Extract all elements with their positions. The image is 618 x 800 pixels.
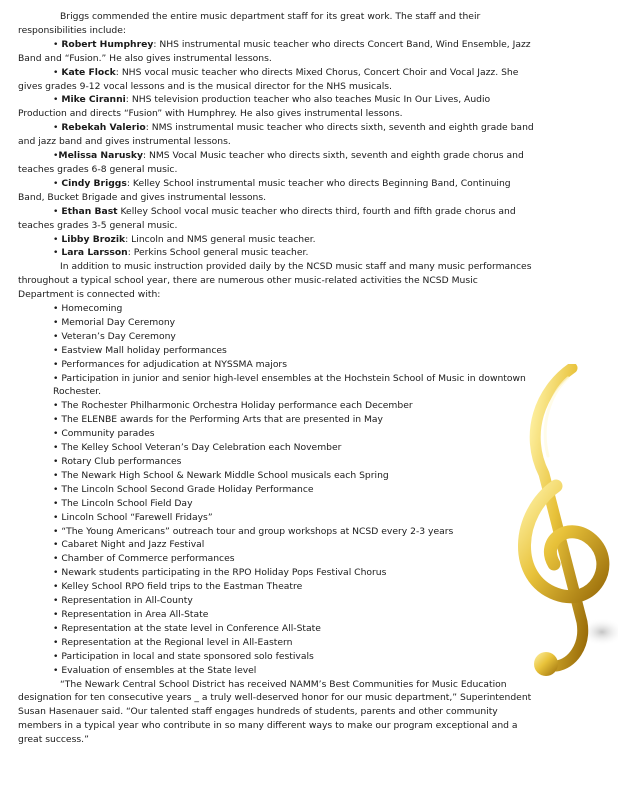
- staff-description: NHS vocal music teacher who directs Mixed Chorus, Concert Choir and Vocal Jazz. She gives grades 9-12 vocal lessons and is the musical director for the NHS musicals.: [18, 66, 519, 92]
- staff-description: NMS Vocal Music teacher who directs sixth, seventh and eighth grade chorus and teaches grades 6-8 general music.: [18, 150, 524, 175]
- staff-name: Ethan Bast: [61, 205, 118, 217]
- staff-entry: • Ethan Bast Kelley School vocal music teacher who directs third, fourth and fifth grade chorus and teaches grades 3-5 general music.: [18, 205, 516, 231]
- intro-paragraph: Briggs commended the entire music department staff for its great work. The staff and their responsibilities include:: [18, 11, 481, 36]
- activity-item: • Participation in local and state sponsored solo festivals: [53, 650, 314, 662]
- activity-item: • Kelley School RPO field trips to the Eastman Theatre: [53, 581, 303, 593]
- treble-clef-icon: [510, 364, 618, 696]
- clef-stem: [535, 368, 583, 666]
- activity-item: • The ELENBE awards for the Performing Arts that are presented in May: [53, 414, 383, 426]
- activity-item: • The Lincoln School Second Grade Holiday Performance: [53, 483, 314, 495]
- activities-list: [18, 302, 534, 677]
- activity-item: • Chamber of Commerce performances: [53, 553, 235, 565]
- activity-item: • Evaluation of ensembles at the State level: [53, 664, 257, 676]
- activity-item: • Representation at the Regional level in All-Eastern: [53, 636, 293, 648]
- staff-description: NMS instrumental music teacher who directs sixth, seventh and eighth grade band and jazz band and gives instrumental lessons.: [18, 122, 534, 148]
- staff-description: Lincoln and NMS general music teacher.: [131, 233, 316, 245]
- activity-item: • Cabaret Night and Jazz Festival: [53, 539, 205, 551]
- activity-item: • Newark students participating in the RPO Holiday Pops Festival Chorus: [53, 567, 387, 579]
- activity-item: • The Kelley School Veteran’s Day Celebration each November: [53, 442, 342, 454]
- activity-item: • The Lincoln School Field Day: [53, 497, 193, 509]
- activity-item: • Lincoln School “Farewell Fridays”: [53, 511, 213, 523]
- staff-list: [18, 38, 534, 261]
- activity-item: • Eastview Mall holiday performances: [53, 344, 227, 356]
- staff-name: Libby Brozik: [61, 233, 126, 245]
- activity-item: • The Rochester Philharmonic Orchestra Holiday performance each December: [53, 400, 413, 412]
- staff-entry: • Robert Humphrey: NHS instrumental music teacher who directs Concert Band, Wind Ensemble, Jazz Band and “Fusion.” He also gives instrumental lessons.: [18, 38, 531, 64]
- activity-item: • The Newark High School & Newark Middle School musicals each Spring: [53, 469, 389, 481]
- staff-name: Kate Flock: [61, 66, 116, 78]
- activity-item: • Homecoming: [53, 303, 123, 315]
- staff-entry: •Melissa Narusky: NMS Vocal Music teacher who directs sixth, seventh and eighth grade chorus and teaches grades 6-8 general music.: [18, 150, 524, 175]
- activity-item: • Participation in junior and senior high-level ensembles at the Hochstein School of Music in downtown Rochester.: [53, 372, 526, 398]
- staff-description: Kelley School instrumental music teacher who directs Beginning Band, Continuing Band, Bucket Brigade and gives instrumental lessons.: [18, 177, 511, 203]
- staff-entry: • Libby Brozik: Lincoln and NMS general music teacher.: [53, 233, 316, 245]
- staff-name: Rebekah Valerio: [61, 122, 146, 134]
- article-body: [18, 10, 534, 747]
- staff-name: Lara Larsson: [61, 247, 128, 259]
- activity-item: • Veteran’s Day Ceremony: [53, 330, 176, 342]
- activity-item: • Performances for adjudication at NYSSMA majors: [53, 358, 287, 370]
- staff-entry: • Cindy Briggs: Kelley School instrumental music teacher who directs Beginning Band, Continuing Band, Bucket Brigade and gives instrumental lessons.: [18, 177, 511, 203]
- staff-entry: • Mike Ciranni: NHS television production teacher who also teaches Music In Our Lives, Audio Production and directs “Fusion” with Humphrey. He also gives instrumental lessons.: [18, 94, 491, 120]
- staff-entry: • Kate Flock: NHS vocal music teacher who directs Mixed Chorus, Concert Choir and Vocal Jazz. She gives grades 9-12 vocal lessons and is the musical director for the NHS musicals.: [18, 66, 519, 92]
- activity-item: • Rotary Club performances: [53, 456, 182, 467]
- staff-description: NHS television production teacher who also teaches Music In Our Lives, Audio Production and directs “Fusion” with Humphrey. He also gives instrumental lessons.: [18, 94, 491, 120]
- staff-name: Robert Humphrey: [61, 38, 154, 50]
- activity-item: • Community parades: [53, 428, 155, 440]
- staff-name: Mike Ciranni: [61, 94, 126, 106]
- staff-description: Perkins School general music teacher.: [133, 247, 309, 259]
- activity-item: • Representation in Area All-State: [53, 608, 209, 620]
- clef-ball: [534, 652, 558, 676]
- staff-description: NHS instrumental music teacher who directs Concert Band, Wind Ensemble, Jazz Band and “Fusion.” He also gives instrumental lessons.: [18, 38, 531, 64]
- staff-name: Melissa Narusky: [58, 150, 143, 162]
- activity-item: • “The Young Americans” outreach tour and group workshops at NCSD every 2-3 years: [53, 525, 454, 537]
- activities-intro: In addition to music instruction provided daily by the NCSD music staff and many music performances throughout a typical school year, there are numerous other music-related activities the NCSD Music Department is connected with:: [18, 261, 532, 301]
- staff-entry: • Lara Larsson: Perkins School general music teacher.: [53, 247, 309, 259]
- activity-item: • Representation at the state level in Conference All-State: [53, 622, 321, 634]
- staff-entry: • Rebekah Valerio: NMS instrumental music teacher who directs sixth, seventh and eighth grade band and jazz band and gives instrumental lessons.: [18, 122, 534, 148]
- activity-item: • Representation in All-County: [53, 595, 193, 607]
- staff-description: Kelley School vocal music teacher who directs third, fourth and fifth grade chorus and teaches grades 3-5 general music.: [18, 205, 516, 231]
- staff-name: Cindy Briggs: [61, 177, 127, 189]
- closing-quote: “The Newark Central School District has received NAMM’s Best Communities for Music Education designation for ten consecutive years _ a truly well-deserved honor for our music department,” Superintendent Susan Hasenauer said. “Our talented staff engages hundreds of students, parents and other community members in a typical year who contribute in so many different ways to make our program exceptional and a great success.”: [18, 678, 532, 746]
- activity-item: • Memorial Day Ceremony: [53, 316, 176, 328]
